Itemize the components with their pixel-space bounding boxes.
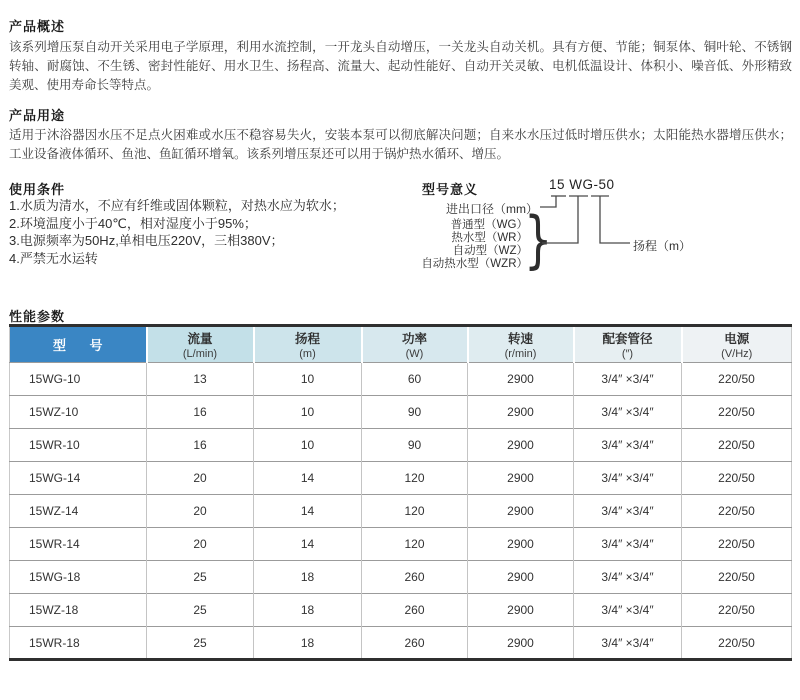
value-cell: 13 [147, 363, 254, 396]
column-unit: (″) [621, 348, 634, 360]
inlet-diameter-label: 进出口径（mm） [446, 202, 538, 216]
value-cell: 260 [362, 561, 468, 594]
column-label: 电源 [724, 332, 750, 346]
model-cell: 15WZ-18 [10, 594, 147, 627]
usage-title: 产品用途 [9, 108, 66, 123]
usage-body: 适用于沐浴器因水压不足点火困难或水压不稳容易失火，安装本泵可以彻底解决问题；自来水水压过低时增压供水；太阳能热水器增压供水；工业设备液体循环、鱼池、鱼缸循环增氧。该系列增压泵还可以用于锅炉热水循环、增压。 [9, 128, 792, 161]
value-cell: 260 [362, 627, 468, 660]
model-cell: 15WZ-10 [10, 396, 147, 429]
value-cell: 20 [147, 528, 254, 561]
value-cell: 10 [254, 429, 362, 462]
value-cell: 3/4″ ×3/4″ [574, 429, 682, 462]
column-label: 转速 [507, 332, 533, 346]
value-cell: 14 [254, 528, 362, 561]
value-cell: 14 [254, 462, 362, 495]
value-cell: 20 [147, 495, 254, 528]
value-cell: 220/50 [682, 627, 792, 660]
value-cell: 2900 [468, 363, 574, 396]
model-code: 15 WG-50 [549, 177, 615, 192]
model-cell: 15WZ-14 [10, 495, 147, 528]
value-cell: 16 [147, 429, 254, 462]
header-row [10, 326, 792, 363]
value-cell: 18 [254, 561, 362, 594]
value-cell: 2900 [468, 561, 574, 594]
value-cell: 3/4″ ×3/4″ [574, 495, 682, 528]
specs-table [9, 324, 792, 661]
table-row [10, 528, 792, 561]
table-row [10, 495, 792, 528]
column-label: 扬程 [294, 332, 320, 346]
value-cell: 3/4″ ×3/4″ [574, 561, 682, 594]
value-cell: 220/50 [682, 528, 792, 561]
value-cell: 2900 [468, 495, 574, 528]
value-cell: 220/50 [682, 561, 792, 594]
value-cell: 2900 [468, 396, 574, 429]
overview-title: 产品概述 [9, 19, 66, 34]
model-code-connector-lines [400, 175, 700, 285]
value-cell: 14 [254, 495, 362, 528]
column-header [147, 326, 254, 363]
value-cell: 3/4″ ×3/4″ [574, 396, 682, 429]
table-row [10, 363, 792, 396]
table-row [10, 561, 792, 594]
value-cell: 18 [254, 594, 362, 627]
column-unit: (W) [405, 348, 424, 360]
value-cell: 3/4″ ×3/4″ [574, 363, 682, 396]
column-header [468, 326, 574, 363]
pump-type-label: 自动型（WZ） [452, 245, 528, 257]
value-cell: 220/50 [682, 429, 792, 462]
value-cell: 220/50 [682, 594, 792, 627]
column-header [254, 326, 362, 363]
model-cell: 15WG-18 [10, 561, 147, 594]
model-cell: 15WR-10 [10, 429, 147, 462]
column-label: 功率 [401, 332, 427, 346]
value-cell: 220/50 [682, 363, 792, 396]
model-meaning-title: 型号意义 [422, 182, 479, 197]
overview-body: 该系列增压泵自动开关采用电子学原理，利用水流控制，一开龙头自动增压，一关龙头自动关机。具有方便、节能；铜泵体、铜叶轮、不锈钢转轴、耐腐蚀、不生锈、密封性能好、用水卫生、扬程高、流量大、起动性能好、自动开关灵敏、电机低温设计、体积小、噪音低、外形精致美观、使用寿命长等特点。 [9, 40, 792, 92]
value-cell: 2900 [468, 594, 574, 627]
value-cell: 120 [362, 495, 468, 528]
column-unit: (V/Hz) [721, 348, 753, 360]
column-label: 配套管径 [602, 332, 653, 346]
value-cell: 120 [362, 462, 468, 495]
brace-glyph: } [524, 203, 553, 276]
value-cell: 18 [254, 627, 362, 660]
value-cell: 25 [147, 594, 254, 627]
value-cell: 2900 [468, 462, 574, 495]
value-cell: 3/4″ ×3/4″ [574, 462, 682, 495]
value-cell: 90 [362, 429, 468, 462]
column-unit: (L/min) [182, 348, 218, 360]
table-row [10, 594, 792, 627]
value-cell: 3/4″ ×3/4″ [574, 594, 682, 627]
value-cell: 60 [362, 363, 468, 396]
specs-table-body [10, 363, 792, 660]
condition-item: 1.水质为清水，不应有纤维或固体颗粒，对热水应为软水； [9, 198, 345, 213]
value-cell: 2900 [468, 627, 574, 660]
value-cell: 220/50 [682, 396, 792, 429]
specs-title: 性能参数 [9, 309, 66, 324]
column-unit: (r/min) [504, 348, 537, 360]
model-column-header: 型 号 [10, 326, 147, 363]
value-cell: 90 [362, 396, 468, 429]
model-cell: 15WR-14 [10, 528, 147, 561]
value-cell: 20 [147, 462, 254, 495]
condition-item: 2.环境温度小于40℃，相对湿度小于95%； [9, 215, 257, 231]
model-cell: 15WG-10 [10, 363, 147, 396]
value-cell: 16 [147, 396, 254, 429]
table-row [10, 429, 792, 462]
condition-item: 4.严禁无水运转 [9, 250, 98, 266]
head-label: 扬程（m） [633, 239, 691, 253]
table-row [10, 396, 792, 429]
value-cell: 120 [362, 528, 468, 561]
value-cell: 10 [254, 363, 362, 396]
table-row [10, 462, 792, 495]
column-header [574, 326, 682, 363]
model-cell: 15WG-14 [10, 462, 147, 495]
value-cell: 2900 [468, 429, 574, 462]
column-label: 流量 [187, 332, 213, 346]
value-cell: 25 [147, 561, 254, 594]
column-header [362, 326, 468, 363]
column-header [682, 326, 792, 363]
conditions-list [9, 197, 345, 267]
column-unit: (m) [299, 348, 316, 360]
conditions-title: 使用条件 [9, 182, 66, 197]
value-cell: 220/50 [682, 495, 792, 528]
value-cell: 3/4″ ×3/4″ [574, 528, 682, 561]
value-cell: 25 [147, 627, 254, 660]
pump-type-label: 热水型（WR） [451, 232, 528, 244]
pump-type-label: 普通型（WG） [450, 219, 528, 231]
model-cell: 15WR-18 [10, 627, 147, 660]
value-cell: 10 [254, 396, 362, 429]
condition-item: 3.电源频率为50Hz,单相电压220V，三相380V； [9, 233, 284, 248]
pump-type-label: 自动热水型（WZR） [421, 258, 528, 270]
value-cell: 3/4″ ×3/4″ [574, 627, 682, 660]
specs-table-header [10, 326, 792, 363]
table-row [10, 627, 792, 660]
value-cell: 220/50 [682, 462, 792, 495]
value-cell: 260 [362, 594, 468, 627]
value-cell: 2900 [468, 528, 574, 561]
